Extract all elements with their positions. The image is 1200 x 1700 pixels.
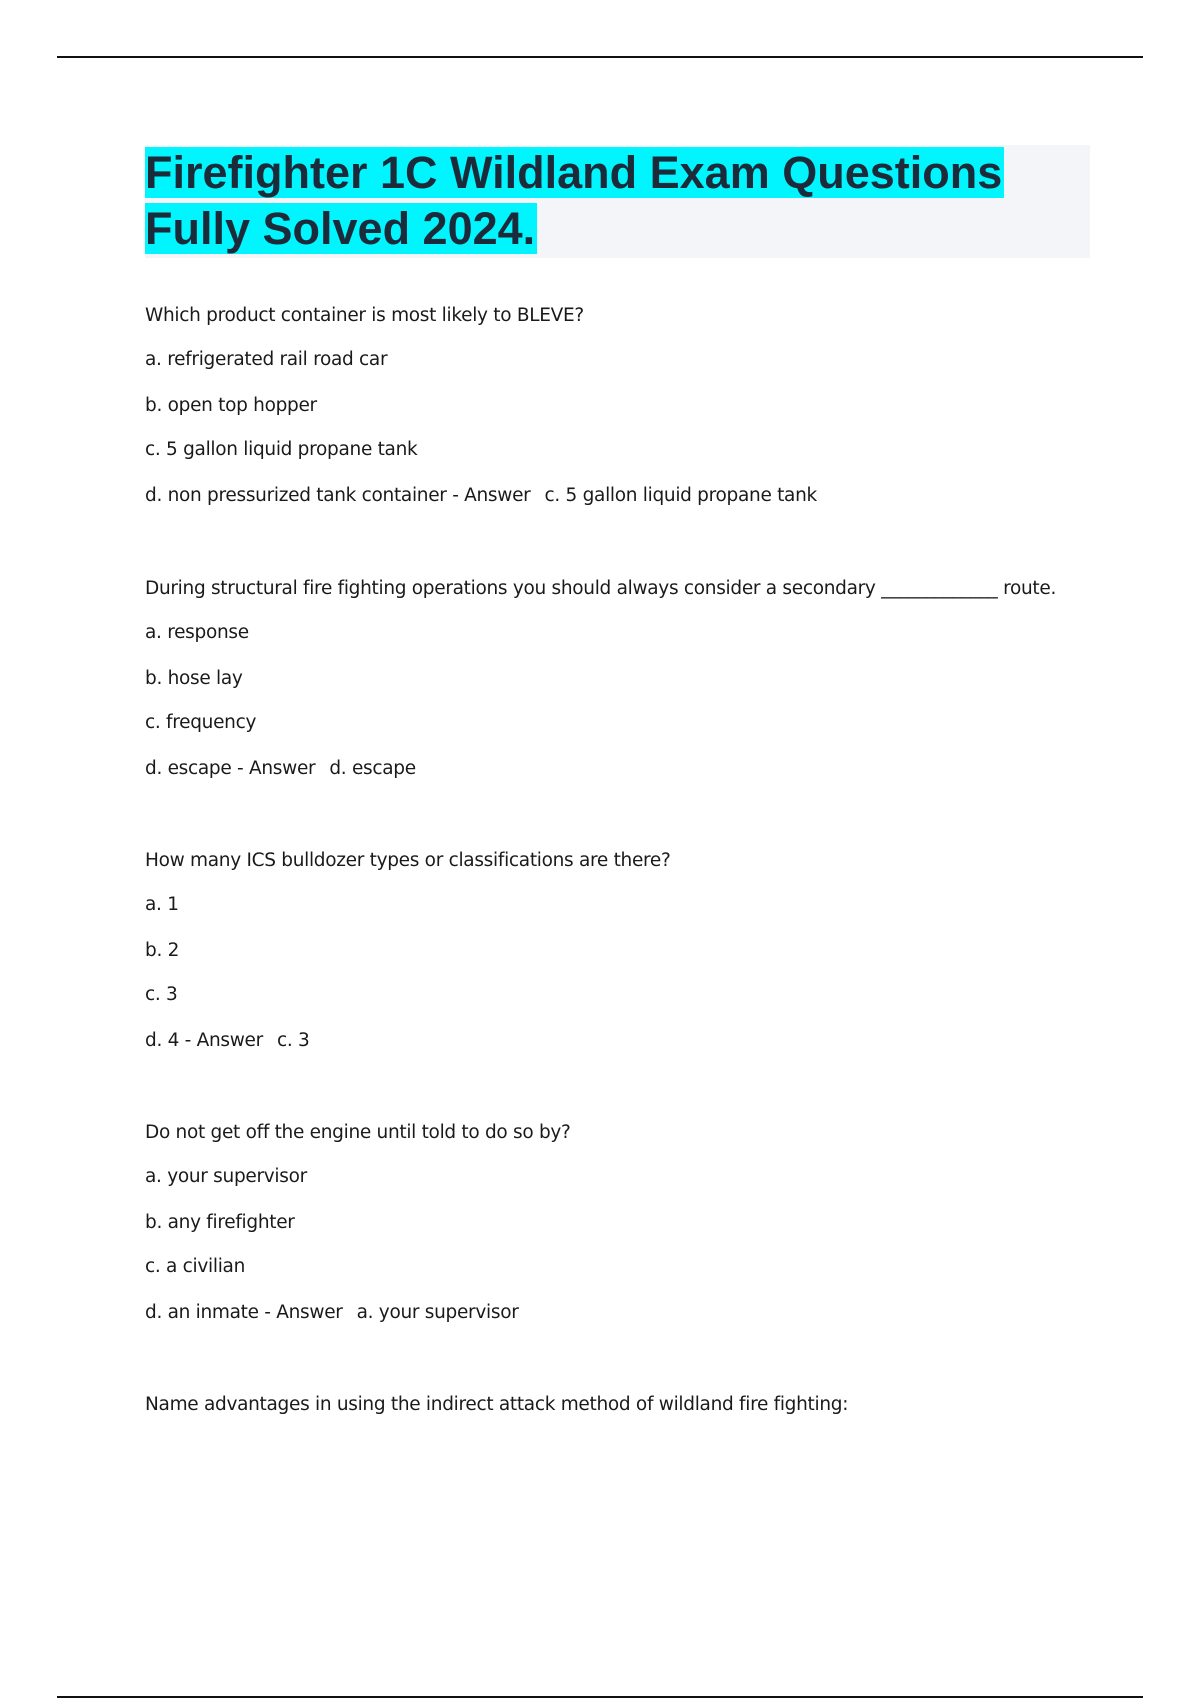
option-d-with-answer <box>145 484 1105 508</box>
option-c: c. 3 <box>145 984 178 1005</box>
answer-text: c. 5 gallon liquid propane tank <box>544 485 817 506</box>
option-d: d. an inmate - Answer <box>145 1302 343 1323</box>
option-d: d. non pressurized tank container - Answer <box>145 485 531 506</box>
option-a: a. response <box>145 622 249 643</box>
option-d: d. escape - Answer <box>145 758 316 779</box>
option-b: b. 2 <box>145 940 180 961</box>
question-text: Which product container is most likely to BLEVE? <box>145 305 584 326</box>
option-a: a. 1 <box>145 894 179 915</box>
question-block <box>145 304 1105 508</box>
question-block <box>145 1121 1105 1325</box>
question-text: During structural fire fighting operations you should always consider a secondary _____________ route. <box>145 578 1057 599</box>
question-text: Name advantages in using the indirect attack method of wildland fire fighting: <box>145 1394 849 1415</box>
answer-text: a. your supervisor <box>356 1302 519 1323</box>
option-b: b. hose lay <box>145 668 243 689</box>
option-a: a. refrigerated rail road car <box>145 349 388 370</box>
option-a: a. your supervisor <box>145 1166 307 1187</box>
question-text: Do not get off the engine until told to do so by? <box>145 1122 571 1143</box>
option-d-with-answer <box>145 757 1105 781</box>
option-d-with-answer <box>145 1029 1105 1053</box>
question-text: How many ICS bulldozer types or classifications are there? <box>145 850 671 871</box>
question-block <box>145 849 1105 1053</box>
answer-text: d. escape <box>329 758 416 779</box>
option-d: d. 4 - Answer <box>145 1030 263 1051</box>
option-d-with-answer <box>145 1301 1105 1325</box>
answer-text: c. 3 <box>276 1030 310 1051</box>
footer-rule <box>57 1696 1143 1698</box>
question-block <box>145 1393 1105 1417</box>
title-block <box>145 145 1090 258</box>
option-c: c. 5 gallon liquid propane tank <box>145 439 418 460</box>
option-c: c. a civilian <box>145 1256 245 1277</box>
option-c: c. frequency <box>145 712 257 733</box>
header-rule <box>57 56 1143 58</box>
title-line-2: Fully Solved 2024. <box>145 203 536 254</box>
option-b: b. any firefighter <box>145 1212 295 1233</box>
document-title <box>145 145 1090 257</box>
question-block <box>145 577 1105 781</box>
option-b: b. open top hopper <box>145 395 317 416</box>
title-line-1: Firefighter 1C Wildland Exam Questions <box>145 147 1003 198</box>
